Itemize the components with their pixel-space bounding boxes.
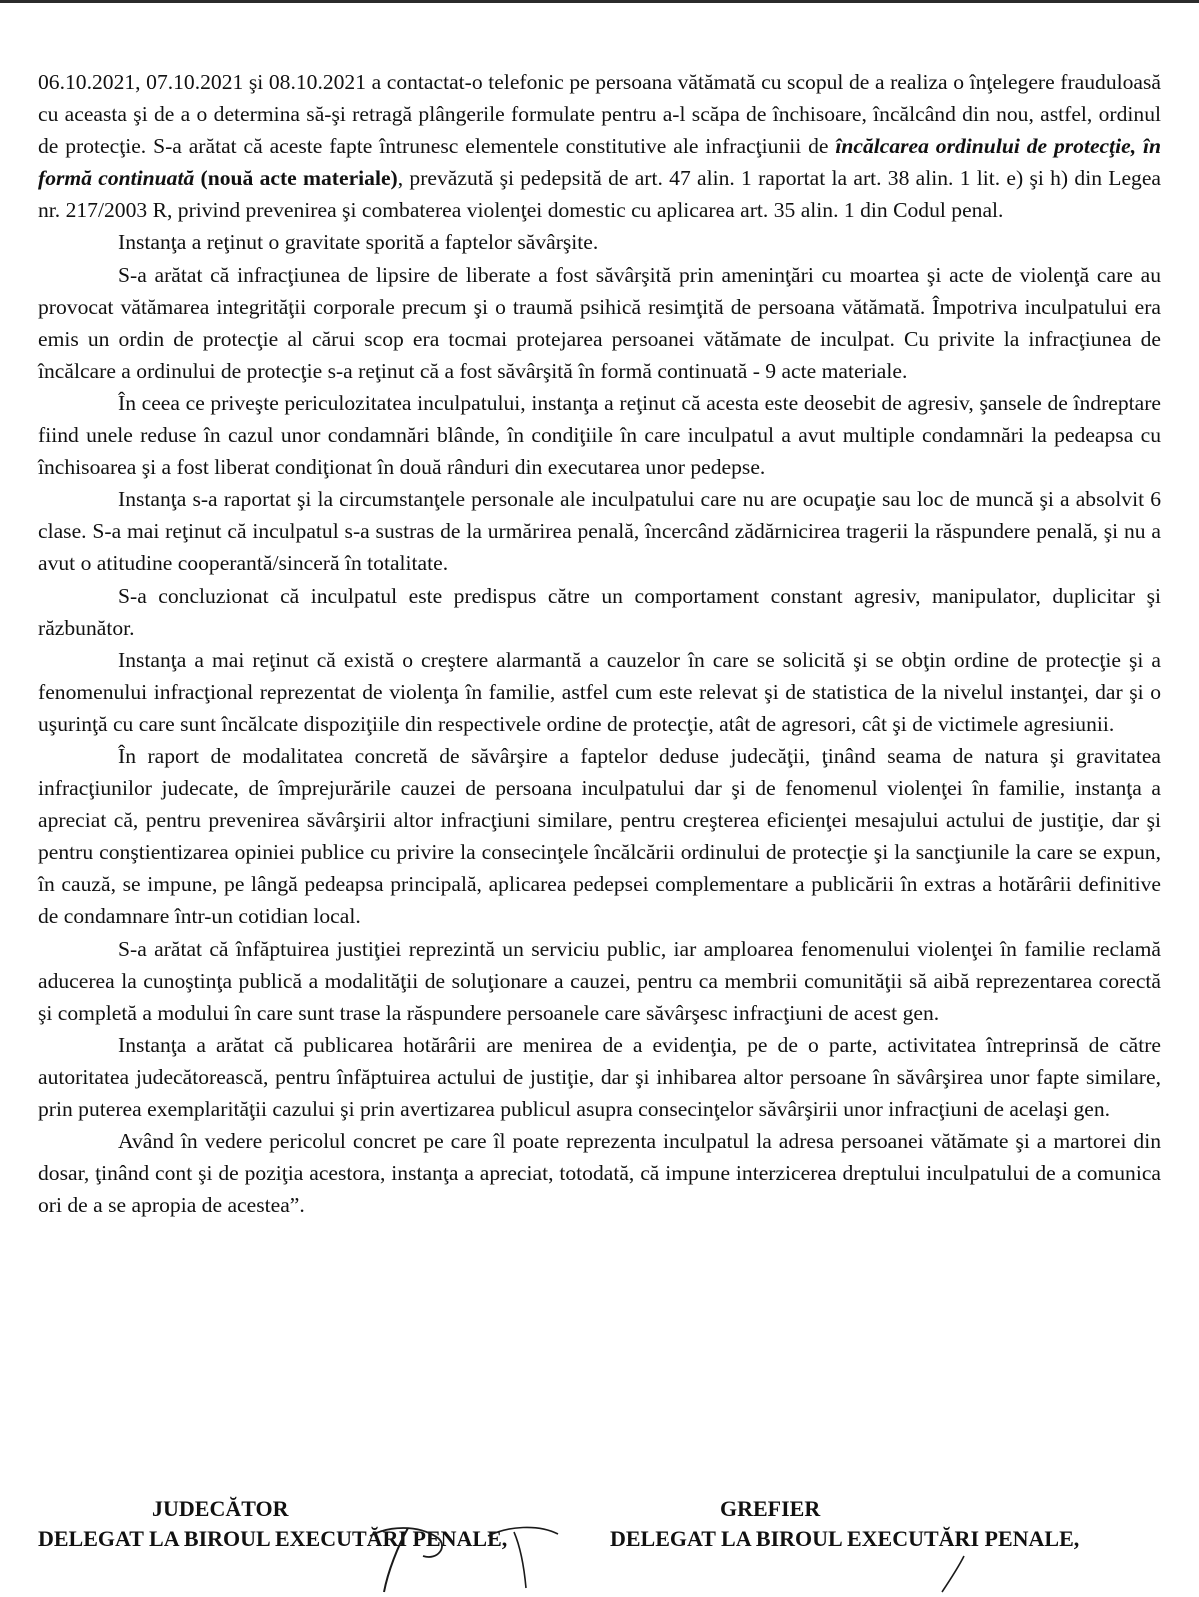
clerk-title: GREFIER [720,1496,821,1521]
paragraph-text: Instanţa a mai reţinut că există o creştere alarmantă a cauzelor în care se solicită şi se obţin ordine de protecţie şi a fenomenului infracţional reprezentat de violenţa în familie, astfel cum este relevat şi de statistica de la nivelul instanţei, dar şi o uşurinţă cu care sunt încălcate dispoziţiile din respectivele ordine de protecţie, atât de agresori, cât şi de victimele agresiunii. [38,647,1161,736]
paragraph-text: , prevăzută şi pedepsită de art. 47 alin. 1 raportat la art. 38 alin. 1 lit. e) şi h) din Legea nr. 217/2003 R, privind prevenirea şi combaterea violenţei domestic cu aplicarea art. 35 alin. 1 din Codul penal. [38,166,1161,223]
clerk-handwritten-signature [918,1554,978,1594]
paragraph [38,1029,1161,1125]
top-border-line [0,0,1199,3]
paragraph-text: 06.10.2021, 07.10.2021 şi 08.10.2021 a contactat-o telefonic pe persoana vătămată cu scopul de a realiza o înţelegere frauduloasă cu aceasta şi de a o determina să-şi retragă plângerile formulate pentru a-l scăpa de închisoare, încălcând din nou, astfel, ordinul de protecţie. S-a arătat că aceste fapte întrunesc elementele constitutive ale infracţiunii de [38,70,1161,159]
judge-handwritten-signature [288,1516,608,1596]
paragraph-text: Instanţa s-a raportat şi la circumstanţele personale ale inculpatului care nu are ocupaţie sau loc de muncă şi a absolvit 6 clase. S-a mai reţinut că inculpatul s-a sustras de la urmărirea penală, încercând zădărnicirea tragerii la răspundere penală, şi nu a avut o atitudine cooperantă/sinceră în totalitate. [38,487,1161,576]
paragraph [38,580,1161,644]
clerk-signature-block [610,1494,1170,1554]
paragraph-text: Instanţa a reţinut o gravitate sporită a faptelor săvârşite. [118,230,599,255]
paragraph [38,226,1161,258]
paragraph-text: Având în vedere pericolul concret pe care îl poate reprezenta inculpatul la adresa persoanei vătămate şi a martorei din dosar, ţinând cont şi de poziţia acestora, instanţa a apreciat, totodată, că impune interzicerea dreptului inculpatului de a comunica ori de a se apropia de acestea”. [38,1129,1161,1218]
paragraph-text: S-a concluzionat că inculpatul este predispus către un comportament constant agresiv, manipulator, duplicitar şi răzbunător. [38,583,1161,640]
paragraph [38,1125,1161,1221]
signature-section [38,1494,1161,1594]
paragraph [38,483,1161,579]
emphasized-text: încălcarea ordinului de protecţie, în formă continuată [38,134,1161,191]
paragraph-text: În raport de modalitatea concretă de săvârşire a faptelor deduse judecăţii, ţinând seama de natura şi gravitatea infracţiunilor judecate, de împrejurările cauzei de persoana inculpatului dar şi de fenomenul violenţei în familie, instanţa a apreciat că, pentru prevenirea săvârşirii altor infracţiuni similare, pentru creşterea eficienţei mesajului actului de justiţie, dar şi pentru conştientizarea opiniei publice cu privire la consecinţele încălcării ordinului de protecţie şi la sancţiunile la care se expun, în cauză, se impune, pe lângă pedeapsa principală, aplicarea pedepsei complementare a publicării în extras a hotărârii definitive de condamnare într-un cotidian local. [38,743,1161,929]
judge-title: JUDECĂTOR [152,1496,289,1521]
paragraph-text: S-a arătat că înfăptuirea justiţiei reprezintă un serviciu public, iar amploarea fenomenului violenţei în familie reclamă aducerea la cunoştinţa publică a modalităţii de soluţionare a cauzei, pentru ca membrii comunităţii să aibă reprezentarea corectă şi completă a modului în care sunt trase la răspundere persoanele care săvârşesc infracţiuni de acest gen. [38,936,1161,1025]
paragraph [38,644,1161,740]
paragraph-text: În ceea ce priveşte periculozitatea inculpatului, instanţa a reţinut că acesta este deosebit de agresiv, şansele de îndreptare fiind unele reduse în cazul unor condamnări blânde, în condiţiile în care inculpatul a avut multiple condamnări la pedeapsa cu închisoarea şi a fost liberat condiţionat în două rânduri din executarea unor pedepse. [38,390,1161,480]
document-body [38,66,1161,1221]
paragraph [38,387,1161,483]
paragraph [38,933,1161,1029]
clerk-role: DELEGAT LA BIROUL EXECUTĂRI PENALE, [610,1526,1080,1551]
emphasized-text: (nouă acte materiale) [200,166,398,191]
paragraph [38,740,1161,933]
paragraph [38,259,1161,387]
paragraph-text: S-a arătat că infracţiunea de lipsire de liberate a fost săvârşită prin ameninţări cu moartea şi acte de violenţă care au provocat vătămarea integrităţii corporale precum şi o traumă psihică resimţită de persoana vătămată. Împotriva inculpatului era emis un ordin de protecţie al cărui scop era tocmai protejarea persoanei vătămate de inculpat. Cu privite la infracţiunea de încălcare a ordinului de protecţie s-a reţinut că a fost săvârşită în formă continuată - 9 acte materiale. [38,262,1161,383]
paragraph-text: Instanţa a arătat că publicarea hotărârii are menirea de a evidenţia, pe de o parte, activitatea întreprinsă de către autoritatea judecătorească, pentru înfăptuirea actului de justiţie, dar şi inhibarea altor persoane în săvârşirea unor fapte similare, prin puterea exemplarităţii cazului şi prin avertizarea publicul asupra consecinţelor săvârşirii unor infracţiuni de acelaşi gen. [38,1032,1161,1121]
paragraph [38,66,1161,226]
judge-role: DELEGAT LA BIROUL EXECUTĂRI PENALE, [38,1526,508,1551]
